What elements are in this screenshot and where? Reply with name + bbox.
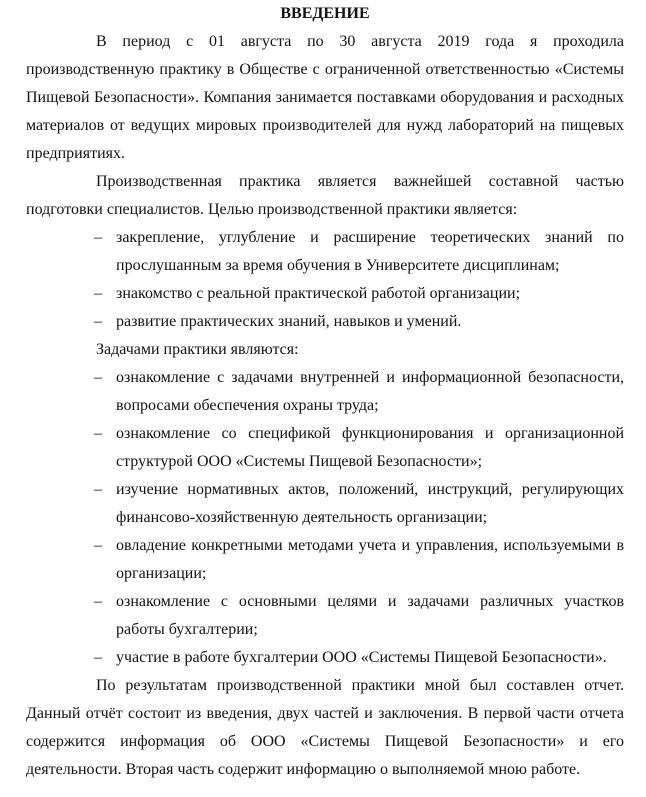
tasks-label: Задачами практики являются: <box>96 341 299 358</box>
dash-bullet: – <box>94 285 102 302</box>
dash-bullet: – <box>94 229 102 246</box>
conclusion-paragraph: По результатам производственной практики мной был составлен отчет. Данный отчёт состоит из введения, двух частей и заключения. В первой части отчета содержится информация об ООО «Системы Пищевой Безопасности» и его деятельности. Вторая часть содержит информацию о выполняемой мною работе. <box>26 677 624 778</box>
goals-intro-paragraph: Производственная практика является важнейшей составной частью подготовки специалистов. Целью производственной практики является: <box>26 173 624 218</box>
dash-bullet: – <box>94 593 102 610</box>
list-item: – ознакомление с основными целями и задачами различных участков работы бухгалтерии; <box>116 588 624 644</box>
list-item: – знакомство с реальной практической работой организации; <box>116 280 624 308</box>
list-item: – развитие практических знаний, навыков и умений. <box>116 308 624 336</box>
list-item: – ознакомление со спецификой функционирования и организационной структурой ООО «Системы Пищевой Безопасности»; <box>116 420 624 476</box>
list-item: – ознакомление с задачами внутренней и информационной безопасности, вопросами обеспечения охраны труда; <box>116 364 624 420</box>
dash-bullet: – <box>94 369 102 386</box>
dash-bullet: – <box>94 649 102 666</box>
intro-paragraph: В период с 01 августа по 30 августа 2019 года я проходила производственную практику в Обществе с ограниченной ответственностью «Системы Пищевой Безопасности». Компания занимается поставками оборудования и расходных материалов от ведущих мировых производителей для нужд лабораторий на пищевых предприятиях. <box>26 33 624 162</box>
goals-list <box>26 224 624 336</box>
list-item: – овладение конкретными методами учета и управления, используемыми в организации; <box>116 532 624 588</box>
dash-bullet: – <box>94 537 102 554</box>
list-item: – изучение нормативных актов, положений, инструкций, регулирующих финансово-хозяйственную деятельность организации; <box>116 476 624 532</box>
dash-bullet: – <box>94 313 102 330</box>
dash-bullet: – <box>94 481 102 498</box>
dash-bullet: – <box>94 425 102 442</box>
tasks-list <box>26 364 624 672</box>
list-item: – участие в работе бухгалтерии ООО «Системы Пищевой Безопасности». <box>116 644 624 672</box>
list-item: – закрепление, углубление и расширение теоретических знаний по прослушанным за время обучения в Университете дисциплинам; <box>116 224 624 280</box>
page-title: ВВЕДЕНИЕ <box>280 5 370 22</box>
